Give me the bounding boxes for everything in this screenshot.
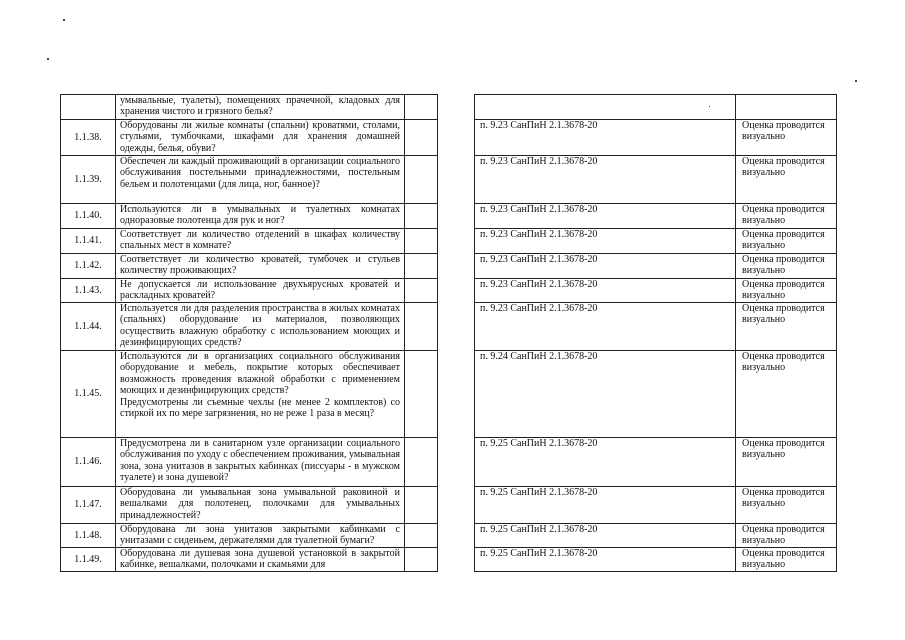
item-number: 1.1.49. — [61, 548, 116, 572]
table-row — [61, 120, 837, 156]
table-row — [61, 254, 837, 279]
normative-reference: п. 9.24 СанПиН 2.1.3678-20 — [475, 351, 736, 438]
spacer-cell — [438, 95, 475, 120]
assessment-method: Оценка проводится визуально — [736, 120, 837, 156]
answer-cell — [405, 279, 438, 303]
normative-reference: п. 9.23 СанПиН 2.1.3678-20 — [475, 156, 736, 204]
spacer-cell — [438, 303, 475, 351]
answer-cell — [405, 120, 438, 156]
answer-cell — [405, 351, 438, 438]
assessment-method: Оценка проводится визуально — [736, 524, 837, 548]
requirement-question — [116, 524, 405, 548]
answer-cell — [405, 548, 438, 572]
item-number: 1.1.47. — [61, 487, 116, 524]
table-row — [61, 487, 837, 524]
assessment-method: Оценка проводится визуально — [736, 204, 837, 229]
normative-reference: п. 9.25 СанПиН 2.1.3678-20 — [475, 487, 736, 524]
requirement-question — [116, 487, 405, 524]
question-paragraph: умывальные, туалеты), помещениях прачечной, кладовых для хранения чистого и грязного белья? — [120, 95, 400, 118]
table-row — [61, 229, 837, 254]
answer-cell — [405, 438, 438, 487]
requirement-question — [116, 303, 405, 351]
item-number: 1.1.44. — [61, 303, 116, 351]
table-row — [61, 204, 837, 229]
spacer-cell — [438, 438, 475, 487]
answer-cell — [405, 229, 438, 254]
requirement-question — [116, 120, 405, 156]
requirement-question — [116, 351, 405, 438]
answer-cell — [405, 156, 438, 204]
answer-cell — [405, 303, 438, 351]
scan-speck — [63, 19, 65, 21]
question-paragraph: Оборудованы ли жилые комнаты (спальни) кроватями, столами, стульями, тумбочками, шкафами для хранения домашней одежды, белья, обуви? — [120, 120, 400, 154]
question-paragraph: Используется ли для разделения пространства в жилых комнатах (спальнях) оборудование из материалов, позволяющих осуществить влажную обработку с использованием моющих и дезинфицирующих средств? — [120, 303, 400, 349]
spacer-cell — [438, 548, 475, 572]
normative-reference: п. 9.25 СанПиН 2.1.3678-20 — [475, 524, 736, 548]
table-row — [61, 95, 837, 120]
item-number: 1.1.43. — [61, 279, 116, 303]
requirement-question — [116, 204, 405, 229]
requirement-question — [116, 95, 405, 120]
question-paragraph: Используются ли в организациях социального обслуживания оборудование и мебель, покрытие которых обеспечивает возможность проведения влажной обработки с применением моющих и дезинфицирующих средств? — [120, 351, 400, 397]
table-body — [61, 95, 837, 572]
answer-cell — [405, 524, 438, 548]
table-row — [61, 279, 837, 303]
normative-reference: п. 9.25 СанПиН 2.1.3678-20 — [475, 438, 736, 487]
table-row — [61, 438, 837, 487]
item-number: 1.1.42. — [61, 254, 116, 279]
question-paragraph: Обеспечен ли каждый проживающий в организации социального обслуживания постельными принадлежностями, постельным бельем и полотенцами (для лица, ног, банное)? — [120, 156, 400, 190]
assessment-method: Оценка проводится визуально — [736, 156, 837, 204]
normative-reference: п. 9.23 СанПиН 2.1.3678-20 — [475, 120, 736, 156]
table-row — [61, 548, 837, 572]
question-paragraph: Соответствует ли количество отделений в шкафах количеству спальных мест в комнате? — [120, 229, 400, 252]
requirement-question — [116, 156, 405, 204]
spacer-cell — [438, 524, 475, 548]
question-paragraph: Оборудована ли зона унитазов закрытыми кабинками с унитазами с сиденьем, держателями для туалетной бумаги? — [120, 524, 400, 547]
normative-reference: п. 9.23 СанПиН 2.1.3678-20 — [475, 279, 736, 303]
answer-cell — [405, 95, 438, 120]
assessment-method: Оценка проводится визуально — [736, 229, 837, 254]
inspection-checklist-table — [60, 94, 837, 572]
normative-reference: п. 9.25 СанПиН 2.1.3678-20 — [475, 548, 736, 572]
question-paragraph: Оборудована ли умывальная зона умывальной раковиной и вешалками для полотенец, полочками для умывальных принадлежностей? — [120, 487, 400, 521]
assessment-method — [736, 95, 837, 120]
normative-reference: п. 9.23 СанПиН 2.1.3678-20 — [475, 229, 736, 254]
question-paragraph: Соответствует ли количество кроватей, тумбочек и стульев количеству проживающих? — [120, 254, 400, 277]
spacer-cell — [438, 279, 475, 303]
table-row — [61, 524, 837, 548]
spacer-cell — [438, 351, 475, 438]
spacer-cell — [438, 254, 475, 279]
assessment-method: Оценка проводится визуально — [736, 548, 837, 572]
answer-cell — [405, 487, 438, 524]
question-paragraph: Оборудована ли душевая зона душевой установкой в закрытой кабинке, вешалками, полочками и скамьями для — [120, 548, 400, 571]
normative-reference: п. 9.23 СанПиН 2.1.3678-20 — [475, 303, 736, 351]
item-number: 1.1.46. — [61, 438, 116, 487]
item-number: 1.1.45. — [61, 351, 116, 438]
assessment-method: Оценка проводится визуально — [736, 438, 837, 487]
item-number: 1.1.48. — [61, 524, 116, 548]
answer-cell — [405, 204, 438, 229]
question-paragraph: Предусмотрены ли съемные чехлы (не менее 2 комплектов) со стиркой их по мере загрязнения, но не реже 1 раза в месяц? — [120, 396, 400, 420]
normative-reference — [475, 95, 736, 120]
spacer-cell — [438, 204, 475, 229]
requirement-question — [116, 254, 405, 279]
requirement-question — [116, 279, 405, 303]
item-number: 1.1.39. — [61, 156, 116, 204]
answer-cell — [405, 254, 438, 279]
requirement-question — [116, 229, 405, 254]
question-paragraph: Используются ли в умывальных и туалетных комнатах одноразовые полотенца для рук и ног? — [120, 204, 400, 227]
spacer-cell — [438, 120, 475, 156]
assessment-method: Оценка проводится визуально — [736, 279, 837, 303]
item-number: 1.1.40. — [61, 204, 116, 229]
item-number — [61, 95, 116, 120]
assessment-method: Оценка проводится визуально — [736, 487, 837, 524]
scan-speck — [47, 58, 49, 60]
scan-speck — [855, 80, 857, 82]
question-paragraph: Предусмотрена ли в санитарном узле организации социального обслуживания по уходу с обеспечением проживания, умывальная зона, зона унитазов в закрытых кабинках (писсуары - в мужском туалете) и зона душевой? — [120, 438, 400, 484]
requirement-question — [116, 548, 405, 572]
table-row — [61, 351, 837, 438]
item-number: 1.1.38. — [61, 120, 116, 156]
spacer-cell — [438, 156, 475, 204]
spacer-cell — [438, 487, 475, 524]
question-paragraph: Не допускается ли использование двухъярусных кроватей и раскладных кроватей? — [120, 279, 400, 302]
table-row — [61, 303, 837, 351]
table-row — [61, 156, 837, 204]
assessment-method: Оценка проводится визуально — [736, 303, 837, 351]
assessment-method: Оценка проводится визуально — [736, 351, 837, 438]
normative-reference: п. 9.23 СанПиН 2.1.3678-20 — [475, 254, 736, 279]
spacer-cell — [438, 229, 475, 254]
assessment-method: Оценка проводится визуально — [736, 254, 837, 279]
item-number: 1.1.41. — [61, 229, 116, 254]
requirement-question — [116, 438, 405, 487]
normative-reference: п. 9.23 СанПиН 2.1.3678-20 — [475, 204, 736, 229]
